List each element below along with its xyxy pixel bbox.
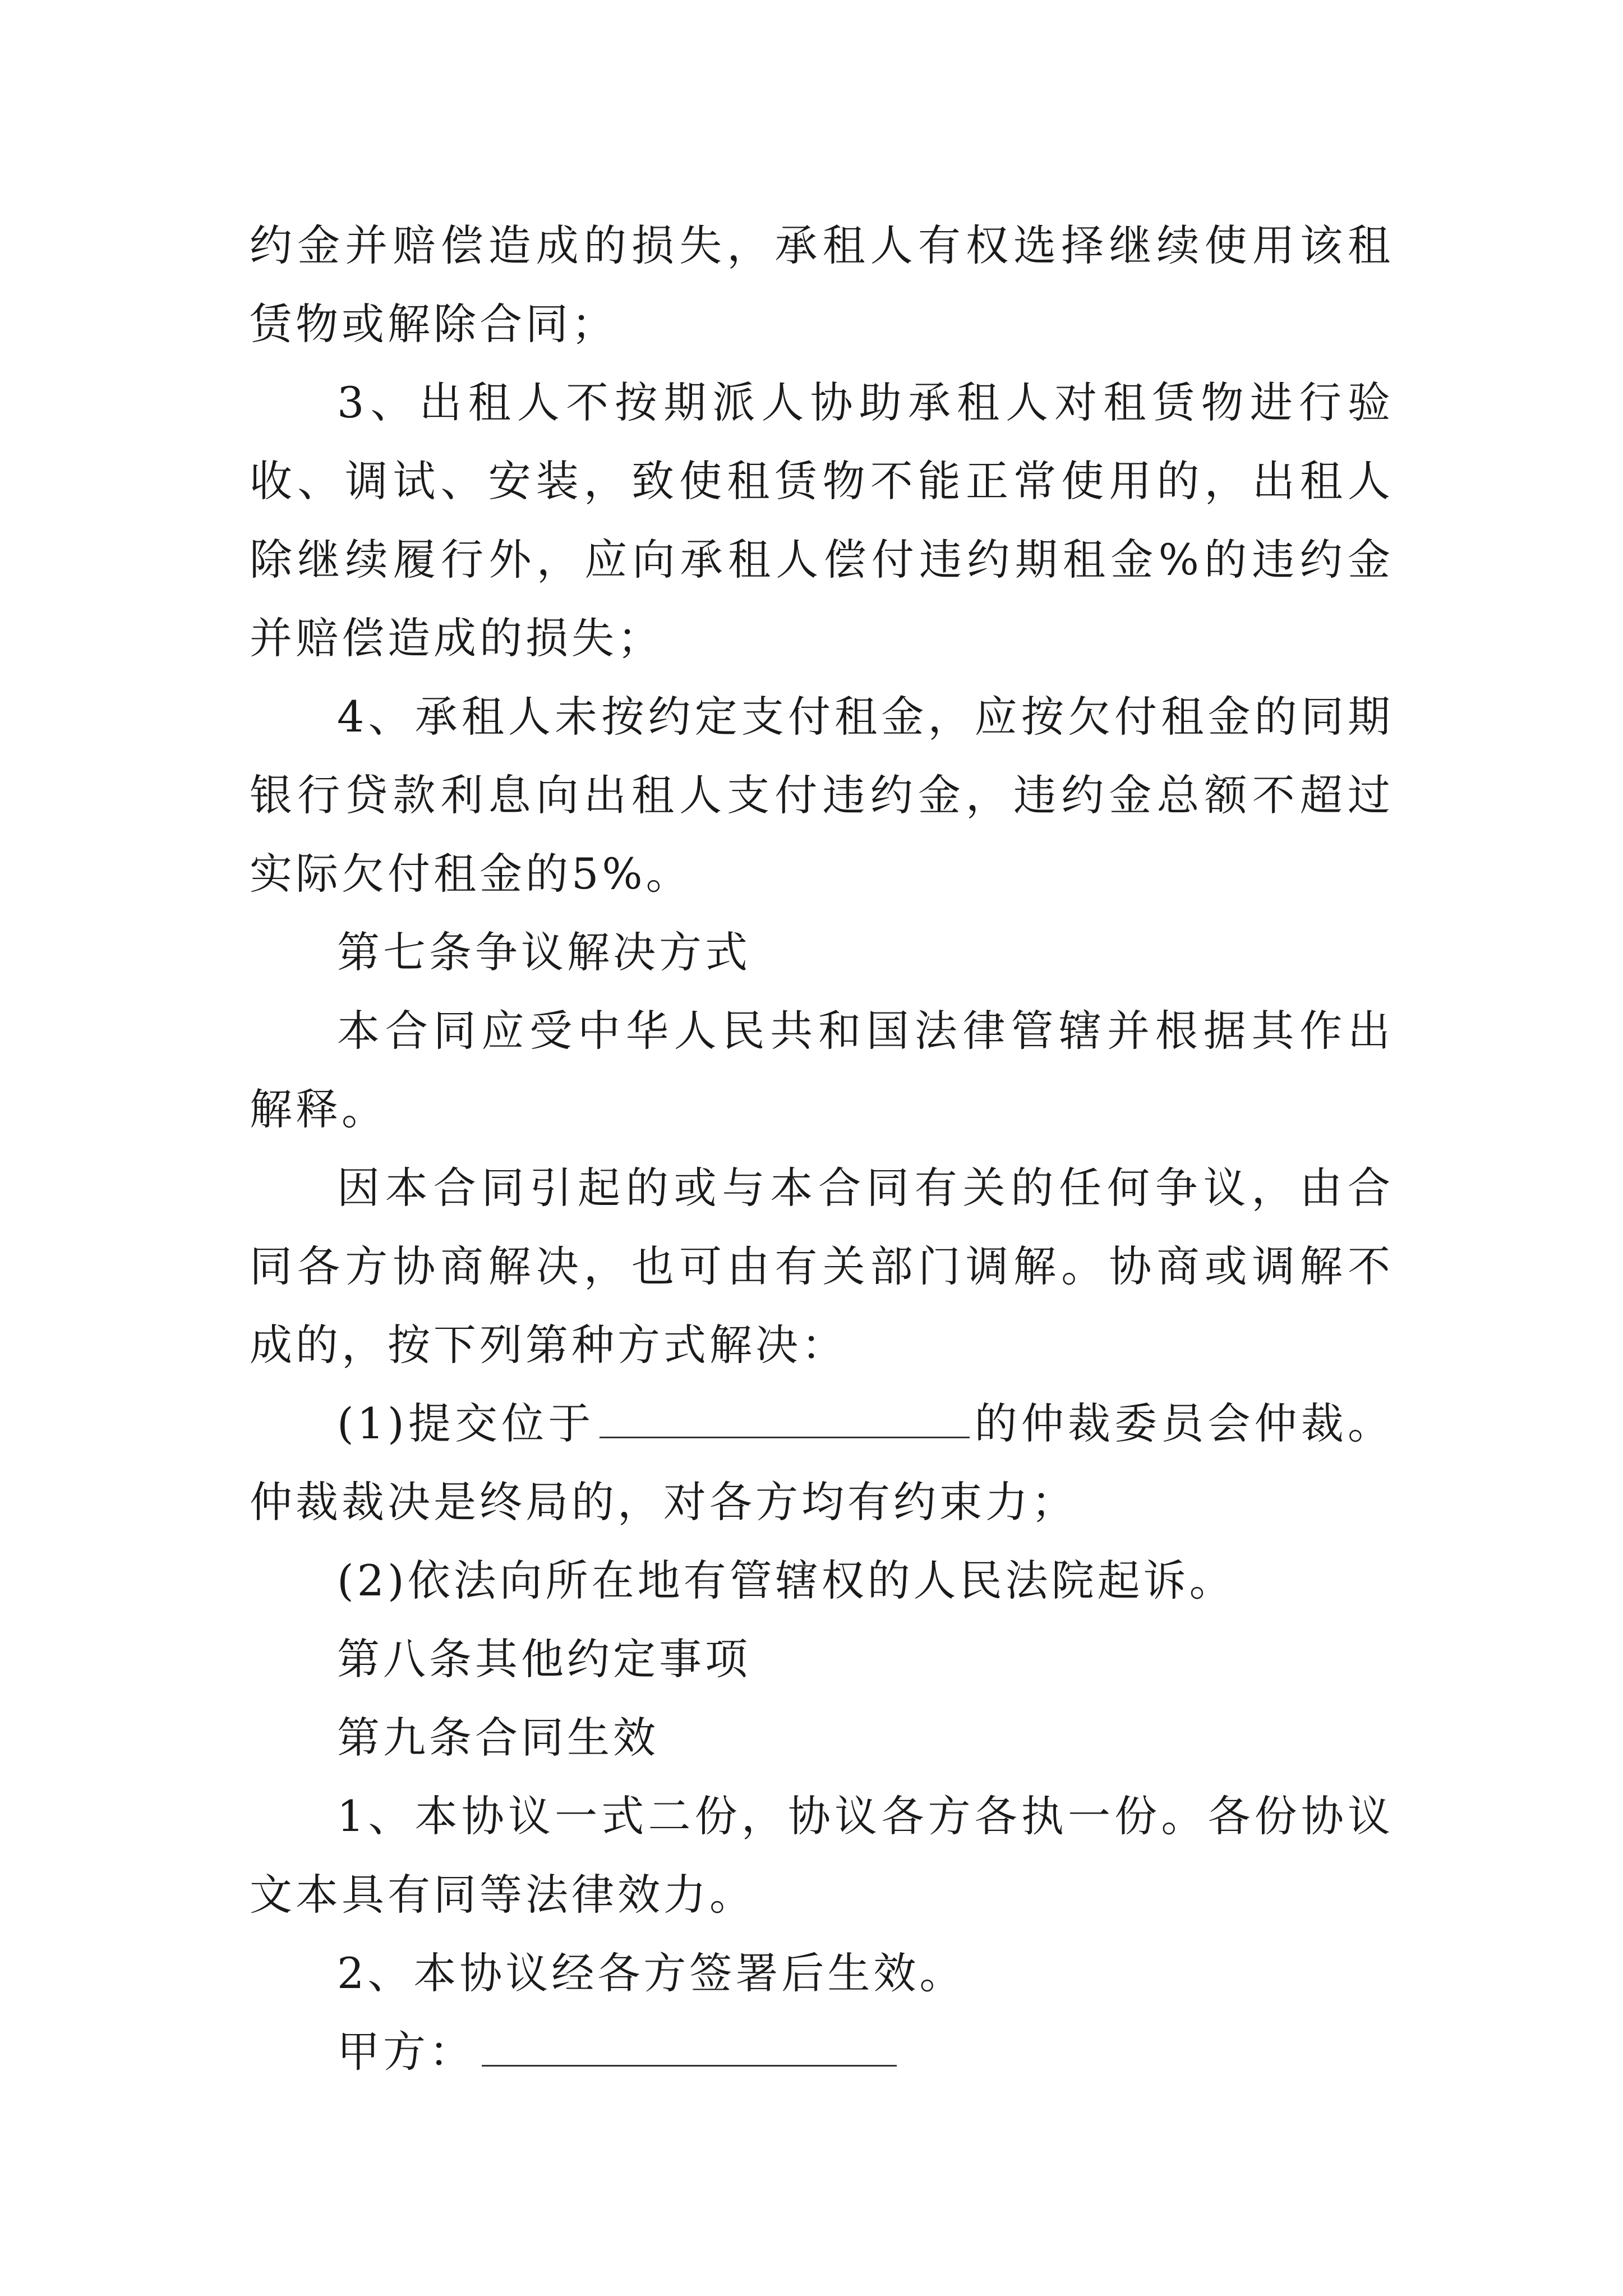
- party-a-label: 甲方：: [337, 2027, 475, 2077]
- arbitration-suffix: 的仲裁委员会仲裁。仲裁裁决是终局的，对各方均有约束力；: [250, 1398, 1394, 1527]
- article-8-heading: 第八条其他约定事项: [337, 1634, 751, 1684]
- paragraph-dispute-resolution: 因本合同引起的或与本合同有关的任何争议，由合同各方协商解决，也可由有关部门调解。协商或调解不成的，按下列第种方式解决：: [250, 1163, 1394, 1370]
- paragraph-copies: 1、本协议一式二份，协议各方各执一份。各份协议文本具有同等法律效力。: [250, 1791, 1394, 1920]
- arbitration-prefix: (1)提交位于: [337, 1398, 595, 1448]
- paragraph-clause-4: 4、承租人未按约定支付租金，应按欠付租金的同期银行贷款利息向出租人支付违约金，违约金总额不超过实际欠付租金的5%。: [250, 692, 1394, 899]
- party-a-signature-blank: [482, 2026, 897, 2067]
- paragraph-effectiveness: 2、本协议经各方签署后生效。: [337, 1948, 966, 1998]
- article-7-heading: 第七条争议解决方式: [337, 927, 751, 977]
- paragraph-litigation-option: (2)依法向所在地有管辖权的人民法院起诉。: [337, 1556, 1235, 1605]
- paragraph-clause-3: 3、出租人不按期派人协助承租人对租赁物进行验收、调试、安装，致使租赁物不能正常使用的，出租人除继续履行外，应向承租人偿付违约期租金%的违约金并赔偿造成的损失；: [250, 378, 1394, 663]
- paragraph-liquidated-damages-continued: 约金并赔偿造成的损失，承租人有权选择继续使用该租赁物或解除合同；: [250, 220, 1394, 349]
- paragraph-arbitration-option: [250, 1384, 1394, 1542]
- party-a-signature-line: [250, 2013, 1394, 2091]
- paragraph-governing-law: 本合同应受中华人民共和国法律管辖并根据其作出解释。: [250, 1006, 1394, 1134]
- document-body: [250, 206, 1394, 2091]
- arbitration-location-blank: [600, 1397, 970, 1438]
- article-9-heading: 第九条合同生效: [337, 1713, 659, 1763]
